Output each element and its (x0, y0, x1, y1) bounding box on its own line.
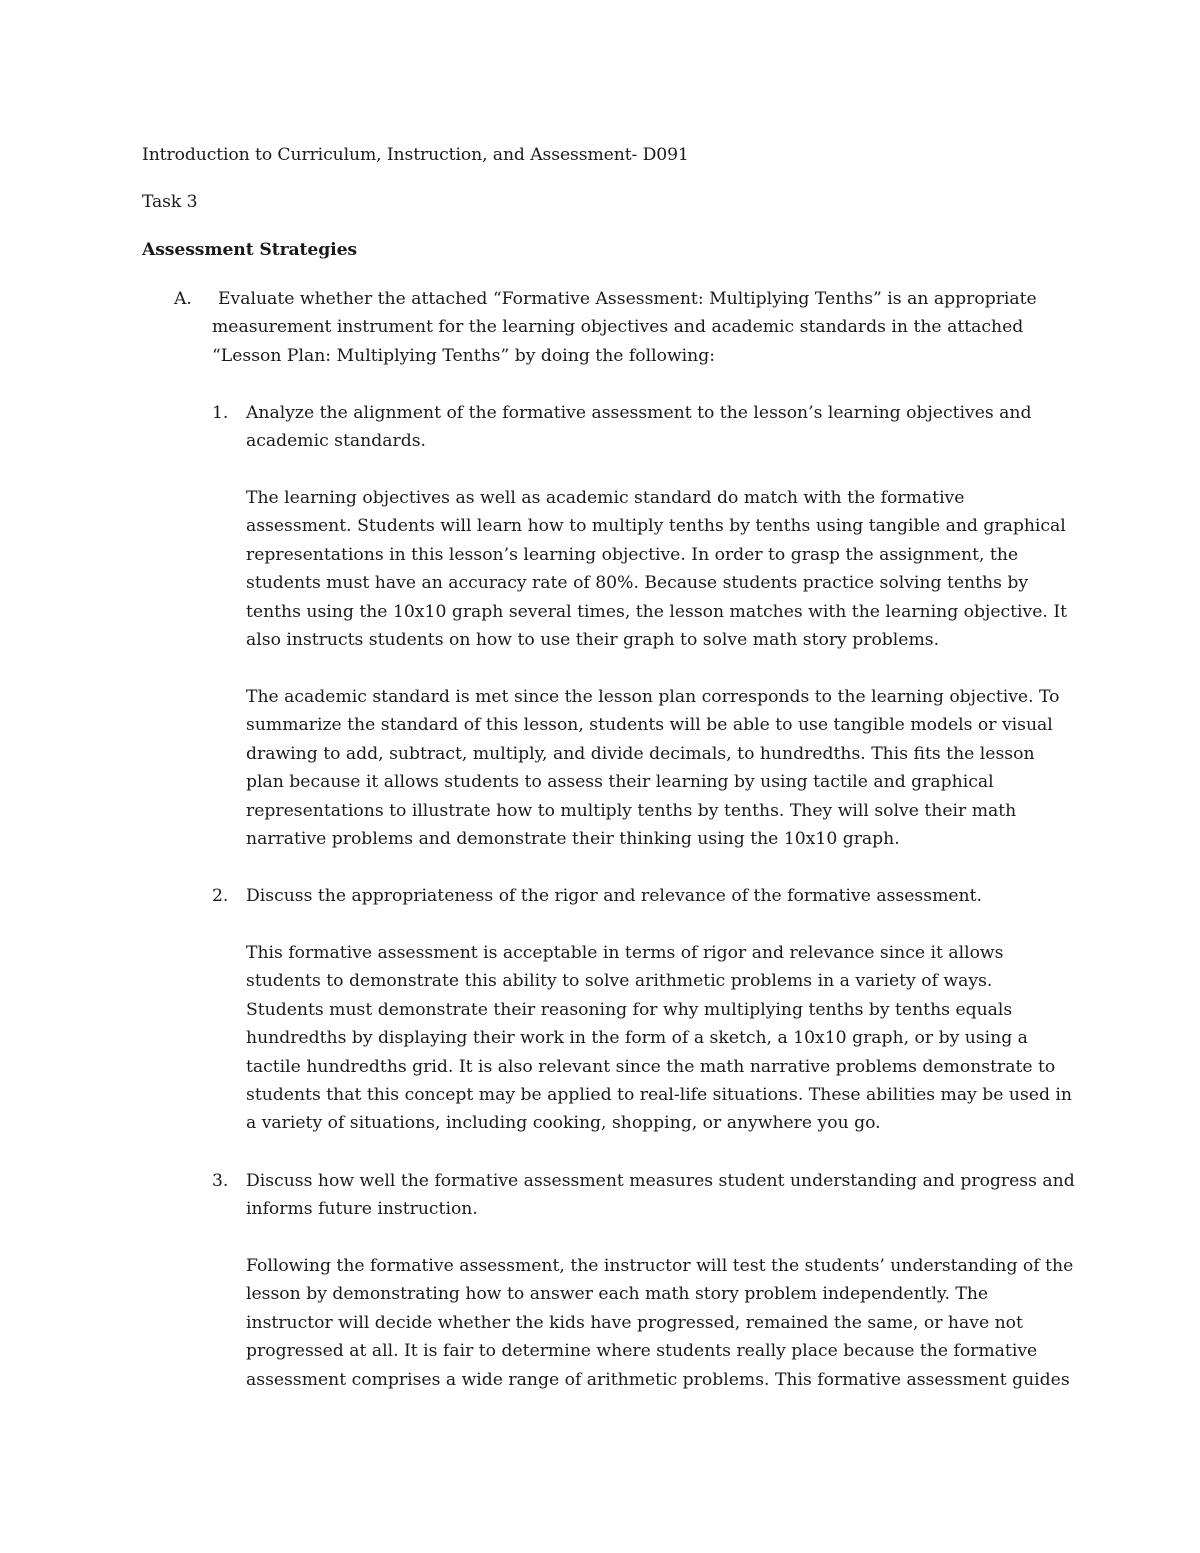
item-1-prompt-line: academic standards. (246, 431, 426, 452)
section-heading: Assessment Strategies (142, 240, 357, 260)
item-2-prompt-line: Discuss the appropriateness of the rigor and relevance of the formative assessment. (246, 886, 982, 906)
answer-line: The academic standard is met since the lesson plan corresponds to the learning objective. To (246, 687, 1060, 707)
answer-line: representations to illustrate how to multiply tenths by tenths. They will solve their math (246, 800, 1017, 821)
item-3-prompt (246, 1167, 1075, 1224)
answer-line: a variety of situations, including cooking, shopping, or anywhere you go. (246, 1113, 881, 1134)
item-3-prompt-line: informs future instruction. (246, 1199, 478, 1220)
answer-line: drawing to add, subtract, multiply, and divide decimals, to hundredths. This fits the lesson (246, 743, 1035, 764)
answer-line: summarize the standard of this lesson, students will be able to use tangible models or visual (246, 715, 1053, 736)
item-a-line: Evaluate whether the attached “Formative Assessment: Multiplying Tenths” is an appropriate (218, 289, 1037, 309)
answer-line: assessment. Students will learn how to multiply tenths by tenths using tangible and graphical (246, 516, 1066, 537)
answer-line: tactile hundredths grid. It is also relevant since the math narrative problems demonstrate to (246, 1056, 1056, 1077)
item-1-prompt (246, 399, 1066, 456)
item-2-marker: 2. (212, 886, 229, 906)
answer-line: students that this concept may be applied to real-life situations. These abilities may be used in (246, 1085, 1072, 1106)
answer-line: hundredths by displaying their work in the form of a sketch, a 10x10 graph, or by using a (246, 1028, 1028, 1049)
item-1-marker: 1. (212, 403, 229, 423)
item-2-answer-paragraph-1 (246, 939, 1072, 1138)
item-2-prompt (246, 882, 1066, 910)
answer-line: Students must demonstrate their reasoning for why multiplying tenths by tenths equals (246, 999, 1013, 1020)
item-3-answer-paragraph-1 (246, 1252, 1074, 1394)
answer-line: progressed at all. It is fair to determine where students really place because the formative (246, 1341, 1038, 1362)
answer-line: tenths using the 10x10 graph several times, the lesson matches with the learning objective. It (246, 601, 1068, 622)
course-title: Introduction to Curriculum, Instruction, and Assessment- D091 (142, 145, 689, 165)
item-3-marker: 3. (212, 1171, 229, 1191)
answer-line: students must have an accuracy rate of 80%. Because students practice solving tenths by (246, 573, 1029, 594)
item-1-answer-paragraph-1 (246, 484, 1066, 654)
answer-line: assessment comprises a wide range of arithmetic problems. This formative assessment guides (246, 1369, 1070, 1390)
item-1-answer-paragraph-2 (246, 683, 1066, 853)
answer-line: instructor will decide whether the kids have progressed, remained the same, or have not (246, 1312, 1023, 1333)
answer-line: This formative assessment is acceptable in terms of rigor and relevance since it allows (246, 943, 1004, 963)
task-label: Task 3 (142, 192, 198, 212)
answer-line: plan because it allows students to assess their learning by using tactile and graphical (246, 772, 994, 793)
answer-line: students to demonstrate this ability to solve arithmetic problems in a variety of ways. (246, 971, 993, 992)
answer-line: Following the formative assessment, the instructor will test the students’ understanding of the (246, 1256, 1074, 1276)
answer-line: representations in this lesson’s learning objective. In order to grasp the assignment, the (246, 544, 1019, 565)
item-a-marker: A. (174, 289, 192, 309)
item-a-line: measurement instrument for the learning objectives and academic standards in the attached (212, 317, 1024, 338)
item-3-prompt-line: Discuss how well the formative assessment measures student understanding and progress and (246, 1171, 1075, 1191)
answer-line: The learning objectives as well as academic standard do match with the formative (246, 488, 965, 508)
item-1-prompt-line: Analyze the alignment of the formative assessment to the lesson’s learning objectives and (246, 403, 1032, 423)
answer-line: also instructs students on how to use their graph to solve math story problems. (246, 630, 940, 651)
answer-line: lesson by demonstrating how to answer each math story problem independently. The (246, 1284, 989, 1305)
item-a-line: “Lesson Plan: Multiplying Tenths” by doing the following: (212, 345, 716, 366)
answer-line: narrative problems and demonstrate their thinking using the 10x10 graph. (246, 829, 900, 850)
item-a-prompt (212, 285, 1037, 370)
